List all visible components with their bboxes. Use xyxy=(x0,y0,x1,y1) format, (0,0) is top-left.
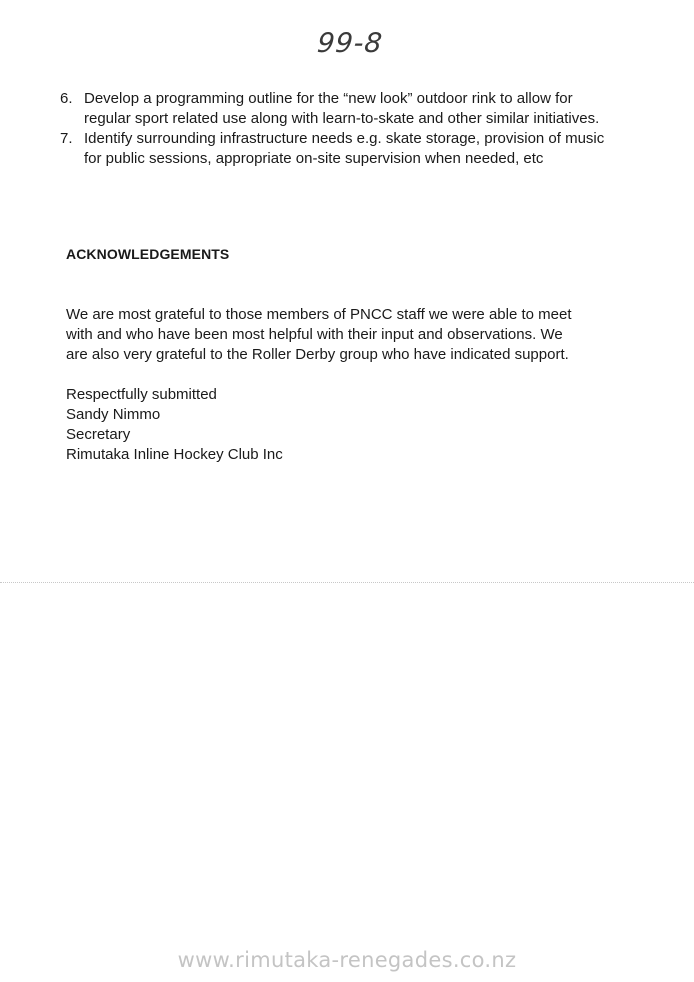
signoff-title: Secretary xyxy=(66,426,131,443)
signoff-name: Sandy Nimmo xyxy=(66,406,161,423)
list-item-text: Develop a programming outline for the “new look” outdoor rink to allow for regular sport related use along with learn-to-skate and other similar initiatives. xyxy=(84,90,600,127)
signoff-block xyxy=(66,385,283,465)
signoff-closing: Respectfully submitted xyxy=(66,386,217,403)
list-item xyxy=(60,129,620,169)
list-item xyxy=(60,89,620,129)
acknowledgements-paragraph: We are most grateful to those members of PNCC staff we were able to meet with and who have been most helpful with their input and observations. We are also very grateful to the Roller Derby group who have indicated support. xyxy=(66,306,572,363)
numbered-list xyxy=(60,89,620,169)
page-divider xyxy=(0,582,694,583)
list-item-text: Identify surrounding infrastructure needs e.g. skate storage, provision of music for public sessions, appropriate on-site supervision when needed, etc xyxy=(84,130,605,167)
footer-url: www.rimutaka-renegades.co.nz xyxy=(177,948,517,972)
acknowledgements-heading: ACKNOWLEDGEMENTS xyxy=(66,246,230,262)
handwritten-page-number: 99-8 xyxy=(315,28,385,59)
list-item-number: 7. xyxy=(60,130,73,147)
signoff-organization: Rimutaka Inline Hockey Club Inc xyxy=(66,446,283,463)
list-item-number: 6. xyxy=(60,90,73,107)
